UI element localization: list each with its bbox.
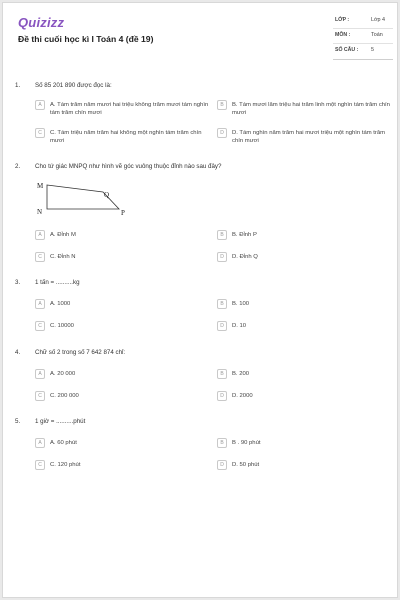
meta-value: Lớp 4 xyxy=(371,17,386,23)
option-letter-box: A xyxy=(35,438,45,448)
option-letter-box: A xyxy=(35,369,45,379)
option-letter-box: B xyxy=(217,100,227,110)
option-text: B. Đỉnh P xyxy=(232,232,257,238)
vertex-label-q: Q xyxy=(104,191,110,199)
option-letter-box: A xyxy=(35,230,45,240)
option-letter-box: C xyxy=(35,321,45,331)
quadrilateral-figure xyxy=(37,181,137,221)
option-letter-box: A xyxy=(35,299,45,309)
option-letter-box: B xyxy=(217,299,227,309)
option-letter-box: D xyxy=(217,128,227,138)
option-letter-box: C xyxy=(35,252,45,262)
page-title: Đề thi cuối học kì I Toán 4 (đề 19) xyxy=(18,34,154,44)
option-text: A. 20 000 xyxy=(50,371,76,377)
option-text: A. 60 phút xyxy=(50,440,77,446)
option-text: B. 200 xyxy=(232,371,250,377)
meta-value: 5 xyxy=(371,47,374,53)
option-text: D. 2000 xyxy=(232,393,253,399)
option-text: A. Đỉnh M xyxy=(50,232,76,238)
option-text: B. 100 xyxy=(232,301,250,307)
option-text: A. Tám trăm năm mươi hai triệu không trăm mươi tám nghìn tám trăm chín mươi xyxy=(50,102,209,116)
question-number: 1. xyxy=(15,82,21,89)
option-letter-box: C xyxy=(35,460,45,470)
option-letter-box: D xyxy=(217,391,227,401)
option-text: B. Tám mươi lăm triệu hai trăm linh một nghìn tám trăm chín mươi xyxy=(232,102,390,116)
option-letter-box: A xyxy=(35,100,45,110)
option-letter-box: B xyxy=(217,438,227,448)
option-text: D. 10 xyxy=(232,323,247,329)
option-text: B . 90 phút xyxy=(232,440,261,446)
option-letter-box: B xyxy=(217,369,227,379)
question-number: 3. xyxy=(15,279,21,286)
option-letter-box: D xyxy=(217,321,227,331)
option-letter-box: B xyxy=(217,230,227,240)
option-text: C. Tám triệu năm trăm hai không một nghìn tám trăm chín mươi xyxy=(50,130,202,144)
option-text: C. 10000 xyxy=(50,323,74,329)
question-number: 4. xyxy=(15,349,21,356)
vertex-label-n: N xyxy=(37,208,43,216)
question-number: 2. xyxy=(15,163,21,170)
option-text: D. Đỉnh Q xyxy=(232,254,258,260)
option-letter-box: C xyxy=(35,128,45,138)
worksheet-meta xyxy=(333,14,393,60)
option-letter-box: D xyxy=(217,460,227,470)
vertex-label-p: P xyxy=(121,209,125,217)
option-text: C. Đỉnh N xyxy=(50,254,76,260)
option-letter-box: D xyxy=(217,252,227,262)
option-letter-box: C xyxy=(35,391,45,401)
option-text: D. 50 phút xyxy=(232,462,260,468)
question-text: 1 giờ = ..........phút xyxy=(35,418,86,425)
meta-label: SỐ CÂU : xyxy=(335,47,359,53)
meta-row-count xyxy=(333,44,393,59)
question-number: 5. xyxy=(15,418,21,425)
meta-label: LỚP : xyxy=(335,17,350,23)
meta-row-class xyxy=(333,14,393,29)
question-text: 1 tấn = ..........kg xyxy=(35,279,80,286)
worksheet-page xyxy=(2,2,398,598)
option-text: D. Tám nghìn năm trăm hai mươi triệu một nghìn tám trăm chín mươi xyxy=(232,130,386,144)
option-text: A. 1000 xyxy=(50,301,71,307)
meta-value: Toán xyxy=(371,32,383,38)
meta-row-subject xyxy=(333,29,393,44)
question-text: Số 85 201 890 được đọc là: xyxy=(35,82,112,89)
option-text: C. 120 phút xyxy=(50,462,81,468)
option-text: C. 200 000 xyxy=(50,393,79,399)
question-text: Chữ số 2 trong số 7 642 874 chỉ: xyxy=(35,349,126,356)
vertex-label-m: M xyxy=(37,182,44,190)
meta-label: MÔN : xyxy=(335,32,351,38)
question-text: Cho tứ giác MNPQ như hình vẽ góc vuông thuộc đỉnh nào sau đây? xyxy=(35,163,222,170)
quizizz-logo: Quizizz xyxy=(18,15,65,30)
